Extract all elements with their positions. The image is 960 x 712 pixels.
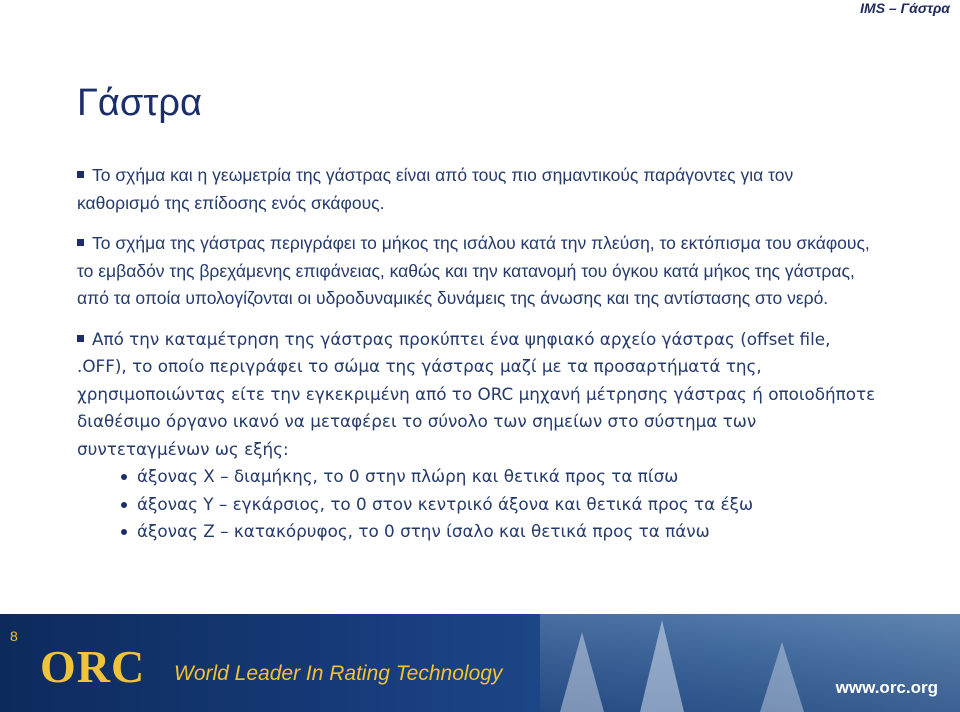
square-bullet-icon (77, 335, 84, 342)
axis-item-x (121, 463, 877, 491)
paragraph-1 (77, 162, 877, 217)
orc-logo: ORC (40, 641, 146, 692)
website-link[interactable]: www.orc.org (835, 678, 938, 697)
axis-item-text: άξονας Z – κατακόρυφος, το 0 στην ίσαλο και θετικά προς τα πάνω (137, 521, 710, 541)
dot-bullet-icon (121, 502, 127, 508)
footer-tagline: World Leader In Rating Technology (174, 662, 503, 685)
square-bullet-icon (77, 171, 84, 178)
axis-item-text: άξονας Y – εγκάρσιος, το 0 στον κεντρικό άξονα και θετικά προς τα έξω (137, 493, 754, 514)
paragraph-2 (77, 230, 877, 313)
sail-icon (760, 642, 804, 712)
header-tag: IMS – Γάστρα (860, 0, 950, 16)
square-bullet-icon (77, 239, 84, 246)
axis-item-y (121, 491, 877, 519)
axis-item-text: άξονας X – διαμήκης, το 0 στην πλώρη και θετικά προς τα πίσω (137, 466, 679, 486)
axis-item-z (121, 518, 877, 546)
sail-icon (640, 620, 684, 712)
paragraph-2-text: Το σχήμα της γάστρας περιγράφει το μήκος της ισάλου κατά την πλεύση, το εκτόπισμα του σκάφους, το εμβαδόν της βρεχάμενης επιφάνειας, καθώς και την κατανομή του όγκου κατά μήκος της γάστρας, από τα οποία υπολογίζονται οι υδροδυναμικές δυνάμεις της άνωσης και της αντίστασης στο νερό. (77, 233, 870, 308)
page-number: 8 (10, 628, 18, 644)
paragraph-3 (77, 326, 877, 464)
slide-title: Γάστρα (77, 82, 202, 124)
paragraph-3-text: Από την καταμέτρηση της γάστρας προκύπτει ένα ψηφιακό αρχείο γάστρας (offset file, .OFF), το οποίο περιγράφει το σώμα της γάστρας μαζί με τα προσαρτήματά της, χρησιμοποιώντας είτε την εγκεκριμένη από το ORC μηχανή μέτρησης γάστρας ή οποιοδήποτε διαθέσιμο όργανο ικανό να μεταφέρει το σύνολο των σημείων στο σύστημα των συντεταγμένων ως εξής: (77, 328, 876, 459)
dot-bullet-icon (121, 474, 127, 480)
slide-content (77, 162, 877, 546)
axes-list (77, 463, 877, 546)
sail-icon (560, 632, 604, 712)
footer-banner (0, 614, 960, 712)
paragraph-1-text: Το σχήμα και η γεωμετρία της γάστρας είναι από τους πιο σημαντικούς παράγοντες για τον καθορισμό της επίδοσης ενός σκάφους. (77, 165, 794, 213)
dot-bullet-icon (121, 529, 127, 535)
